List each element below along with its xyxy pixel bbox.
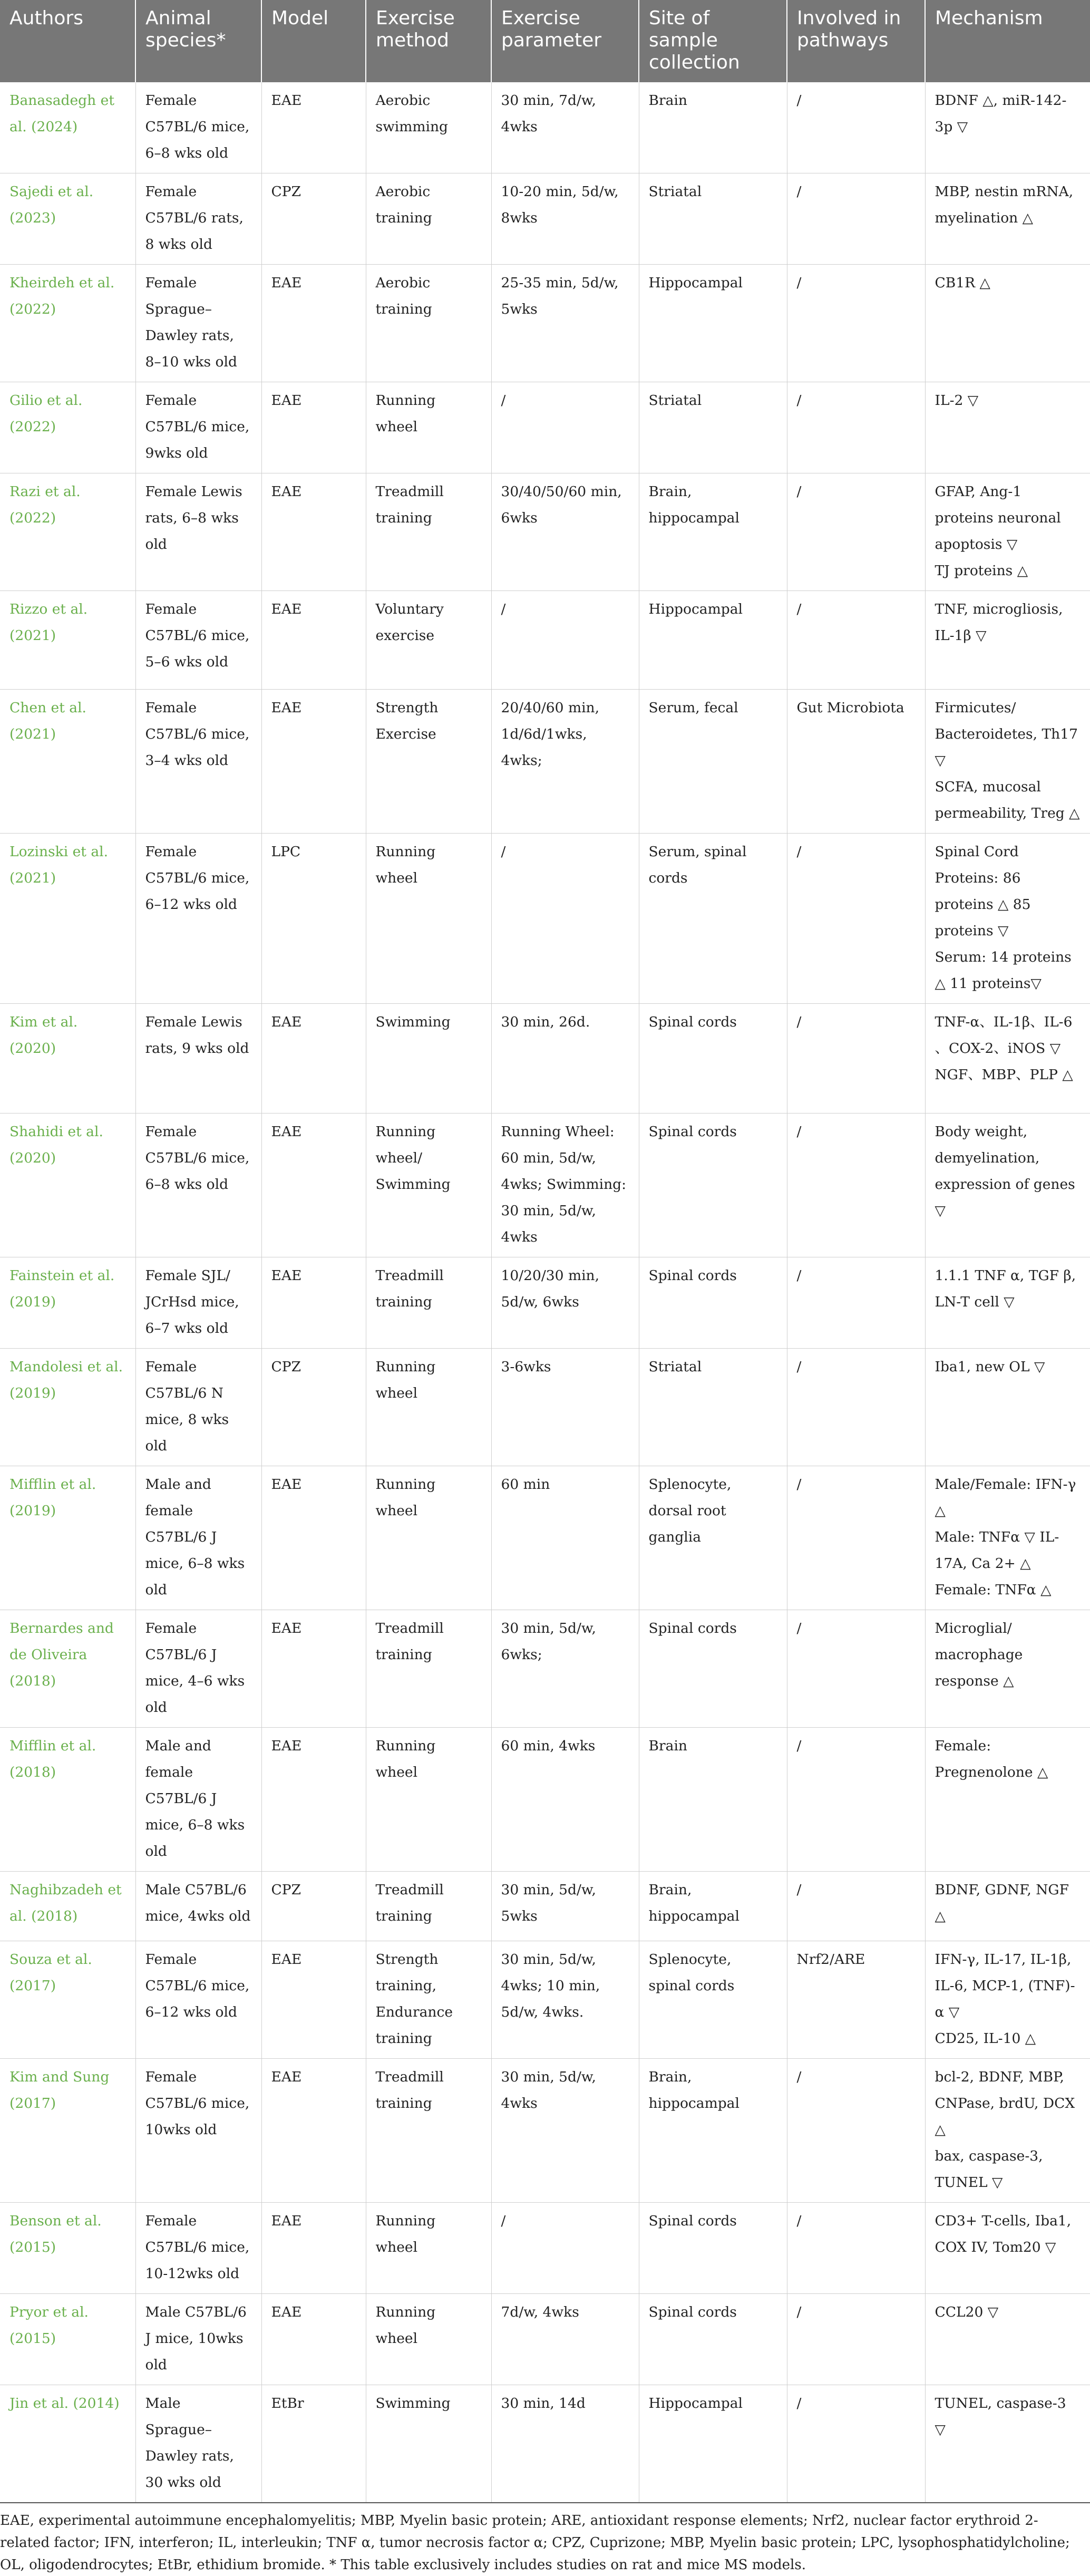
table-row bbox=[0, 834, 1090, 1004]
table-row bbox=[0, 1004, 1090, 1113]
mechanism-line: Iba1, new OL ▽ bbox=[935, 1359, 1045, 1375]
table-row bbox=[0, 173, 1090, 265]
author-cell[interactable]: Bernardes and de Oliveira (2018) bbox=[0, 1610, 135, 1728]
pathways-cell: / bbox=[787, 1257, 925, 1349]
site-cell: Serum, spinal cords bbox=[639, 834, 787, 1004]
mechanism-line: Serum: 14 proteins △ 11 proteins▽ bbox=[935, 949, 1072, 992]
pathways-cell: / bbox=[787, 82, 925, 173]
mechanism-cell bbox=[925, 2059, 1090, 2203]
mechanism-line: Female: Pregnenolone △ bbox=[935, 1738, 1048, 1780]
species-cell: Female C57BL/6 mice, 5–6 wks old bbox=[135, 591, 261, 690]
species-cell: Male Sprague–Dawley rats, 30 wks old bbox=[135, 2385, 261, 2503]
mechanism-line: CCL20 ▽ bbox=[935, 2304, 999, 2320]
pathways-cell: / bbox=[787, 1113, 925, 1257]
species-cell: Female C57BL/6 rats, 8 wks old bbox=[135, 173, 261, 265]
mechanism-line: BDNF, GDNF, NGF △ bbox=[935, 1882, 1069, 1924]
table-row bbox=[0, 1941, 1090, 2059]
method-cell: Running wheel bbox=[366, 2294, 491, 2385]
method-cell: Running wheel bbox=[366, 834, 491, 1004]
mechanism-cell bbox=[925, 2294, 1090, 2385]
mechanism-line: 1.1.1 TNF α, TGF β, LN-T cell ▽ bbox=[935, 1267, 1076, 1310]
author-cell[interactable]: Mandolesi et al. (2019) bbox=[0, 1349, 135, 1466]
mechanism-line: TNF-α、IL-1β、IL-6 、COX-2、iNOS ▽ NGF、MBP、PLP △ bbox=[935, 1014, 1073, 1083]
pathways-cell: / bbox=[787, 382, 925, 473]
mechanism-line: CB1R △ bbox=[935, 275, 990, 291]
column-header: Model bbox=[261, 0, 366, 82]
parameter-cell: 3-6wks bbox=[491, 1349, 639, 1466]
parameter-cell: 30 min, 14d bbox=[491, 2385, 639, 2503]
table-row bbox=[0, 2203, 1090, 2294]
site-cell: Spinal cords bbox=[639, 2203, 787, 2294]
mechanism-cell bbox=[925, 1466, 1090, 1610]
site-cell: Brain bbox=[639, 82, 787, 173]
site-cell: Striatal bbox=[639, 1349, 787, 1466]
method-cell: Swimming bbox=[366, 1004, 491, 1113]
mechanism-line: BDNF △, miR-142-3p ▽ bbox=[935, 92, 1067, 135]
species-cell: Male and female C57BL/6 J mice, 6–8 wks old bbox=[135, 1466, 261, 1610]
mechanism-line: IFN-γ, IL-17, IL-1β, IL-6, MCP-1, (TNF)-α ▽ bbox=[935, 1951, 1075, 2020]
mechanism-line: IL-2 ▽ bbox=[935, 392, 979, 409]
pathways-cell: / bbox=[787, 834, 925, 1004]
method-cell: Running wheel bbox=[366, 1349, 491, 1466]
method-cell: Strength training, Endurance training bbox=[366, 1941, 491, 2059]
author-cell[interactable]: Chen et al. (2021) bbox=[0, 690, 135, 834]
table-header bbox=[0, 0, 1090, 82]
mechanism-line: Body weight, demyelination, expression of genes ▽ bbox=[935, 1124, 1075, 1219]
mechanism-cell bbox=[925, 690, 1090, 834]
pathways-cell: / bbox=[787, 1466, 925, 1610]
column-header: Mechanism bbox=[925, 0, 1090, 82]
parameter-cell: / bbox=[491, 382, 639, 473]
author-cell[interactable]: Sajedi et al. (2023) bbox=[0, 173, 135, 265]
parameter-cell: 60 min bbox=[491, 1466, 639, 1610]
pathways-cell: / bbox=[787, 173, 925, 265]
mechanism-line: Firmicutes/ Bacteroidetes, Th17 ▽ bbox=[935, 700, 1078, 769]
species-cell: Female C57BL/6 N mice, 8 wks old bbox=[135, 1349, 261, 1466]
model-cell: EAE bbox=[261, 2203, 366, 2294]
model-cell: EAE bbox=[261, 82, 366, 173]
parameter-cell: 25-35 min, 5d/w, 5wks bbox=[491, 265, 639, 382]
mechanism-cell bbox=[925, 82, 1090, 173]
author-cell[interactable]: Mifflin et al. (2019) bbox=[0, 1466, 135, 1610]
model-cell: EtBr bbox=[261, 2385, 366, 2503]
species-cell: Female C57BL/6 mice, 6–8 wks old bbox=[135, 1113, 261, 1257]
method-cell: Running wheel bbox=[366, 1728, 491, 1872]
parameter-cell: 30 min, 26d. bbox=[491, 1004, 639, 1113]
model-cell: EAE bbox=[261, 2294, 366, 2385]
mechanism-line: Spinal Cord Proteins: 86 proteins △ 85 proteins ▽ bbox=[935, 844, 1031, 939]
site-cell: Splenocyte, spinal cords bbox=[639, 1941, 787, 2059]
mechanism-line: Microglial/ macrophage response △ bbox=[935, 1620, 1023, 1689]
model-cell: EAE bbox=[261, 690, 366, 834]
author-cell[interactable]: Pryor et al. (2015) bbox=[0, 2294, 135, 2385]
author-cell[interactable]: Benson et al. (2015) bbox=[0, 2203, 135, 2294]
method-cell: Swimming bbox=[366, 2385, 491, 2503]
author-cell[interactable]: Shahidi et al. (2020) bbox=[0, 1113, 135, 1257]
parameter-cell: 60 min, 4wks bbox=[491, 1728, 639, 1872]
species-cell: Female C57BL/6 mice, 10wks old bbox=[135, 2059, 261, 2203]
table-footnote: EAE, experimental autoimmune encephalomyelitis; MBP, Myelin basic protein; ARE, antioxidant response elements; Nrf2, nuclear factor erythroid 2-related factor; IFN, interferon; IL, interleukin; TNF α, tumor necrosis factor α; CPZ, Cuprizone; MBP, Myelin basic protein; LPC, lysophosphatidylcholine; OL, oligodendrocytes; EtBr, ethidium bromide. * This table exclusively includes studies on rat and mice MS models. bbox=[0, 2513, 1070, 2573]
model-cell: EAE bbox=[261, 1257, 366, 1349]
model-cell: EAE bbox=[261, 591, 366, 690]
table-row bbox=[0, 2385, 1090, 2503]
method-cell: Running wheel bbox=[366, 1466, 491, 1610]
parameter-cell: / bbox=[491, 834, 639, 1004]
table-row bbox=[0, 1728, 1090, 1872]
table-row bbox=[0, 1113, 1090, 1257]
species-cell: Male C57BL/6 mice, 4wks old bbox=[135, 1872, 261, 1941]
species-cell: Female C57BL/6 mice, 3–4 wks old bbox=[135, 690, 261, 834]
table-row bbox=[0, 2294, 1090, 2385]
site-cell: Striatal bbox=[639, 382, 787, 473]
pathways-cell: / bbox=[787, 2203, 925, 2294]
species-cell: Female C57BL/6 mice, 9wks old bbox=[135, 382, 261, 473]
table-row bbox=[0, 1466, 1090, 1610]
mechanism-line: Male: TNFα ▽ IL-17A, Ca 2+ △ bbox=[935, 1529, 1059, 1572]
parameter-cell: Running Wheel: 60 min, 5d/w, 4wks; Swimming: 30 min, 5d/w, 4wks bbox=[491, 1113, 639, 1257]
species-cell: Male C57BL/6 J mice, 10wks old bbox=[135, 2294, 261, 2385]
mechanism-line: bcl-2, BDNF, MBP, CNPase, brdU, DCX △ bbox=[935, 2069, 1075, 2138]
parameter-cell: 30 min, 7d/w, 4wks bbox=[491, 82, 639, 173]
method-cell: Treadmill training bbox=[366, 1872, 491, 1941]
author-cell[interactable]: Jin et al. (2014) bbox=[0, 2385, 135, 2503]
site-cell: Striatal bbox=[639, 173, 787, 265]
pathways-cell: Gut Microbiota bbox=[787, 690, 925, 834]
table-row bbox=[0, 473, 1090, 591]
species-cell: Female C57BL/6 mice, 6–8 wks old bbox=[135, 82, 261, 173]
mechanism-cell bbox=[925, 382, 1090, 473]
parameter-cell: 30 min, 5d/w, 4wks bbox=[491, 2059, 639, 2203]
method-cell: Treadmill training bbox=[366, 1610, 491, 1728]
site-cell: Brain bbox=[639, 1728, 787, 1872]
parameter-cell: 10/20/30 min, 5d/w, 6wks bbox=[491, 1257, 639, 1349]
parameter-cell: / bbox=[491, 591, 639, 690]
author-cell[interactable]: Naghibzadeh et al. (2018) bbox=[0, 1872, 135, 1941]
model-cell: EAE bbox=[261, 1466, 366, 1610]
method-cell: Running wheel/ Swimming bbox=[366, 1113, 491, 1257]
method-cell: Aerobic training bbox=[366, 265, 491, 382]
author-cell[interactable]: Fainstein et al. (2019) bbox=[0, 1257, 135, 1349]
species-cell: Female SJL/ JCrHsd mice, 6–7 wks old bbox=[135, 1257, 261, 1349]
column-header: Involved in pathways bbox=[787, 0, 925, 82]
site-cell: Spinal cords bbox=[639, 1004, 787, 1113]
method-cell: Strength Exercise bbox=[366, 690, 491, 834]
model-cell: EAE bbox=[261, 1728, 366, 1872]
site-cell: Brain, hippocampal bbox=[639, 473, 787, 591]
site-cell: Spinal cords bbox=[639, 1610, 787, 1728]
mechanism-cell bbox=[925, 1004, 1090, 1113]
species-cell: Female C57BL/6 mice, 6–12 wks old bbox=[135, 1941, 261, 2059]
pathways-cell: Nrf2/ARE bbox=[787, 1941, 925, 2059]
table-row bbox=[0, 82, 1090, 173]
species-cell: Female Sprague–Dawley rats, 8–10 wks old bbox=[135, 265, 261, 382]
pathways-cell: / bbox=[787, 1349, 925, 1466]
mechanism-cell bbox=[925, 1349, 1090, 1466]
species-cell: Male and female C57BL/6 J mice, 6–8 wks old bbox=[135, 1728, 261, 1872]
mechanism-cell bbox=[925, 173, 1090, 265]
parameter-cell: 30/40/50/60 min, 6wks bbox=[491, 473, 639, 591]
parameter-cell: / bbox=[491, 2203, 639, 2294]
author-cell[interactable]: Lozinski et al. (2021) bbox=[0, 834, 135, 1004]
mechanism-line: TNF, microgliosis, IL-1β ▽ bbox=[935, 601, 1063, 644]
site-cell: Brain, hippocampal bbox=[639, 1872, 787, 1941]
site-cell: Spinal cords bbox=[639, 2294, 787, 2385]
method-cell: Running wheel bbox=[366, 382, 491, 473]
parameter-cell: 30 min, 5d/w, 5wks bbox=[491, 1872, 639, 1941]
site-cell: Hippocampal bbox=[639, 591, 787, 690]
mechanism-cell bbox=[925, 2385, 1090, 2503]
mechanism-cell bbox=[925, 2203, 1090, 2294]
table-row bbox=[0, 265, 1090, 382]
author-cell[interactable]: Mifflin et al. (2018) bbox=[0, 1728, 135, 1872]
mechanism-cell bbox=[925, 1728, 1090, 1872]
model-cell: EAE bbox=[261, 382, 366, 473]
author-cell[interactable]: Banasadegh et al. (2024) bbox=[0, 82, 135, 173]
table-row bbox=[0, 1610, 1090, 1728]
species-cell: Female C57BL/6 J mice, 4–6 wks old bbox=[135, 1610, 261, 1728]
model-cell: LPC bbox=[261, 834, 366, 1004]
header-row bbox=[0, 0, 1090, 82]
model-cell: EAE bbox=[261, 2059, 366, 2203]
species-cell: Female C57BL/6 mice, 6–12 wks old bbox=[135, 834, 261, 1004]
column-header: Site of sample collection bbox=[639, 0, 787, 82]
pathways-cell: / bbox=[787, 1872, 925, 1941]
model-cell: EAE bbox=[261, 265, 366, 382]
model-cell: EAE bbox=[261, 1004, 366, 1113]
author-cell[interactable]: Kheirdeh et al. (2022) bbox=[0, 265, 135, 382]
author-cell[interactable]: Kim et al. (2020) bbox=[0, 1004, 135, 1113]
column-header: Exercise parameter bbox=[491, 0, 639, 82]
method-cell: Voluntary exercise bbox=[366, 591, 491, 690]
table-row bbox=[0, 1872, 1090, 1941]
pathways-cell: / bbox=[787, 1004, 925, 1113]
mechanism-line: CD25, IL-10 △ bbox=[935, 2030, 1036, 2047]
column-header: Authors bbox=[0, 0, 135, 82]
site-cell: Spinal cords bbox=[639, 1257, 787, 1349]
species-cell: Female C57BL/6 mice, 10-12wks old bbox=[135, 2203, 261, 2294]
site-cell: Spinal cords bbox=[639, 1113, 787, 1257]
model-cell: CPZ bbox=[261, 1349, 366, 1466]
parameter-cell: 10-20 min, 5d/w, 8wks bbox=[491, 173, 639, 265]
mechanism-cell bbox=[925, 1941, 1090, 2059]
mechanism-cell bbox=[925, 1872, 1090, 1941]
species-cell: Female Lewis rats, 9 wks old bbox=[135, 1004, 261, 1113]
author-cell[interactable]: Rizzo et al. (2021) bbox=[0, 591, 135, 690]
pathways-cell: / bbox=[787, 591, 925, 690]
model-cell: EAE bbox=[261, 1610, 366, 1728]
model-cell: EAE bbox=[261, 1941, 366, 2059]
pathways-cell: / bbox=[787, 2059, 925, 2203]
site-cell: Brain, hippocampal bbox=[639, 2059, 787, 2203]
author-cell[interactable]: Kim and Sung (2017) bbox=[0, 2059, 135, 2203]
mechanism-cell bbox=[925, 265, 1090, 382]
pathways-cell: / bbox=[787, 1728, 925, 1872]
table-body bbox=[0, 82, 1090, 2503]
mechanism-cell bbox=[925, 1257, 1090, 1349]
site-cell: Splenocyte, dorsal root ganglia bbox=[639, 1466, 787, 1610]
author-cell[interactable]: Gilio et al. (2022) bbox=[0, 382, 135, 473]
site-cell: Hippocampal bbox=[639, 265, 787, 382]
method-cell: Aerobic training bbox=[366, 173, 491, 265]
parameter-cell: 30 min, 5d/w, 6wks; bbox=[491, 1610, 639, 1728]
method-cell: Treadmill training bbox=[366, 1257, 491, 1349]
pathways-cell: / bbox=[787, 2294, 925, 2385]
pathways-cell: / bbox=[787, 265, 925, 382]
table-row bbox=[0, 1349, 1090, 1466]
model-cell: CPZ bbox=[261, 173, 366, 265]
pathways-cell: / bbox=[787, 2385, 925, 2503]
author-cell[interactable]: Razi et al. (2022) bbox=[0, 473, 135, 591]
table-row bbox=[0, 2059, 1090, 2203]
column-header: Exercise method bbox=[366, 0, 491, 82]
mechanism-cell bbox=[925, 1610, 1090, 1728]
site-cell: Hippocampal bbox=[639, 2385, 787, 2503]
mechanism-cell bbox=[925, 473, 1090, 591]
table-row bbox=[0, 1257, 1090, 1349]
mechanism-line: Male/Female: IFN-γ △ bbox=[935, 1476, 1076, 1519]
column-header: Animal species* bbox=[135, 0, 261, 82]
method-cell: Aerobic swimming bbox=[366, 82, 491, 173]
model-cell: CPZ bbox=[261, 1872, 366, 1941]
parameter-cell: 30 min, 5d/w, 4wks; 10 min, 5d/w, 4wks. bbox=[491, 1941, 639, 2059]
parameter-cell: 7d/w, 4wks bbox=[491, 2294, 639, 2385]
mechanism-line: GFAP, Ang-1 proteins neuronal apoptosis ▽ bbox=[935, 483, 1061, 553]
method-cell: Treadmill training bbox=[366, 473, 491, 591]
mechanism-line: MBP, nestin mRNA, myelination △ bbox=[935, 183, 1074, 226]
mechanism-line: TUNEL, caspase-3 ▽ bbox=[935, 2395, 1066, 2438]
mechanism-line: bax, caspase-3, TUNEL ▽ bbox=[935, 2148, 1043, 2191]
parameter-cell: 20/40/60 min, 1d/6d/1wks, 4wks; bbox=[491, 690, 639, 834]
method-cell: Running wheel bbox=[366, 2203, 491, 2294]
mechanism-line: TJ proteins △ bbox=[935, 563, 1028, 579]
mechanism-cell bbox=[925, 591, 1090, 690]
species-cell: Female Lewis rats, 6–8 wks old bbox=[135, 473, 261, 591]
author-cell[interactable]: Souza et al. (2017) bbox=[0, 1941, 135, 2059]
mechanism-cell bbox=[925, 834, 1090, 1004]
mechanism-cell bbox=[925, 1113, 1090, 1257]
table-row bbox=[0, 690, 1090, 834]
table-row bbox=[0, 382, 1090, 473]
pathways-cell: / bbox=[787, 473, 925, 591]
table-row bbox=[0, 591, 1090, 690]
mechanism-line: Female: TNFα △ bbox=[935, 1582, 1052, 1598]
model-cell: EAE bbox=[261, 473, 366, 591]
site-cell: Serum, fecal bbox=[639, 690, 787, 834]
model-cell: EAE bbox=[261, 1113, 366, 1257]
mechanism-line: SCFA, mucosal permeability, Treg △ bbox=[935, 779, 1080, 821]
method-cell: Treadmill training bbox=[366, 2059, 491, 2203]
pathways-cell: / bbox=[787, 1610, 925, 1728]
mechanism-line: CD3+ T-cells, Iba1, COX IV, Tom20 ▽ bbox=[935, 2213, 1072, 2255]
